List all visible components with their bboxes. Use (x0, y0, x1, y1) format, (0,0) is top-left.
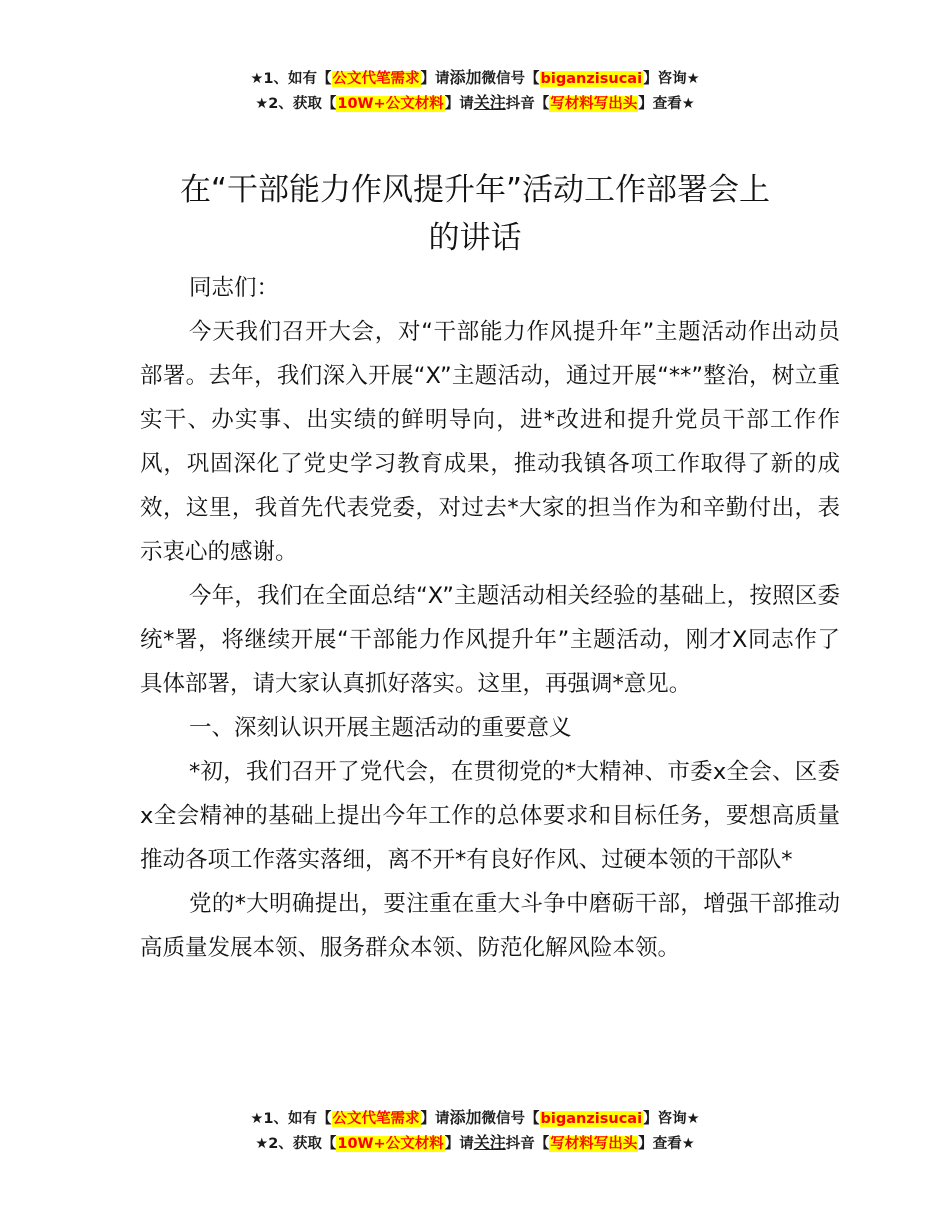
banner-text: ★2、获取【 (255, 96, 337, 112)
header-banner (0, 66, 950, 116)
banner-line-2 (0, 91, 950, 116)
banner-text: 微信号【 (481, 1111, 540, 1127)
body-paragraph: 今天我们召开大会，对“干部能力作风提升年”主题活动作出动员部署。去年，我们深入开展“X”主题活动，通过开展“**”整治，树立重实干、办实事、出实绩的鲜明导向，进*改进和提升党员干部工作作风，巩固深化了党史学习教育成果，推动我镇各项工作取得了新的成效，这里，我首先代表党委，对过去*大家的担当作为和辛勤付出，表示衷心的感谢。 (140, 319, 840, 565)
banner-line-2 (0, 1131, 950, 1156)
banner-text: ★2、获取【 (255, 1136, 337, 1152)
footer-banner (0, 1106, 950, 1156)
banner-emphasis: 添加 (449, 68, 482, 87)
banner-text: 】请 (420, 1111, 450, 1127)
body-paragraph: 党的*大明确提出，要注重在重大斗争中磨砺干部，增强干部推动高质量发展本领、服务群众本领、防范化解风险本领。 (140, 891, 840, 961)
banner-highlight: 10W+公文材料 (337, 96, 444, 112)
banner-text: 】查看★ (638, 96, 695, 112)
banner-wechat-id: biganzisucai (540, 71, 643, 87)
banner-text: 】请 (444, 96, 474, 112)
banner-text: 】咨询★ (643, 71, 700, 87)
banner-text: 】请 (420, 71, 450, 87)
document-title (100, 166, 850, 262)
body-paragraph: *初，我们召开了党代会，在贯彻党的*大精神、市委x全会、区委x全会精神的基础上提出今年工作的总体要求和目标任务，要想高质量推动各项工作落实落细，离不开*有良好作风、过硬本领的干部队* (140, 759, 840, 873)
banner-highlight: 公文代笔需求 (332, 1111, 420, 1127)
title-line-2: 的讲话 (428, 220, 522, 256)
banner-text: 】请 (444, 1136, 474, 1152)
banner-text: 微信号【 (481, 71, 540, 87)
salutation: 同志们： (189, 275, 280, 301)
section-heading: 一、深刻认识开展主题活动的重要意义 (189, 715, 572, 741)
banner-text: ★1、如有【 (250, 1111, 332, 1127)
banner-emphasis: 添加 (449, 1108, 482, 1127)
body-paragraph: 今年，我们在全面总结“X”主题活动相关经验的基础上，按照区委统*署，将继续开展“干部能力作风提升年”主题活动，刚才X同志作了具体部署，请大家认真抓好落实。这里，再强调*意见。 (140, 583, 840, 697)
banner-highlight: 10W+公文材料 (337, 1136, 444, 1152)
banner-text: 】咨询★ (643, 1111, 700, 1127)
title-line-1: 在“干部能力作风提升年”活动工作部署会上 (179, 172, 771, 208)
banner-emphasis: 关注 (473, 93, 506, 112)
banner-text: ★1、如有【 (250, 71, 332, 87)
banner-text: 抖音【 (505, 1136, 550, 1152)
banner-line-1 (0, 1106, 950, 1131)
banner-emphasis: 关注 (473, 1133, 506, 1152)
banner-line-1 (0, 66, 950, 91)
banner-highlight: 写材料写出头 (550, 1136, 638, 1152)
banner-text: 】查看★ (638, 1136, 695, 1152)
document-body (140, 266, 840, 970)
banner-wechat-id: biganzisucai (540, 1111, 643, 1127)
banner-highlight: 公文代笔需求 (332, 71, 420, 87)
banner-highlight: 写材料写出头 (550, 96, 638, 112)
banner-text: 抖音【 (505, 96, 550, 112)
